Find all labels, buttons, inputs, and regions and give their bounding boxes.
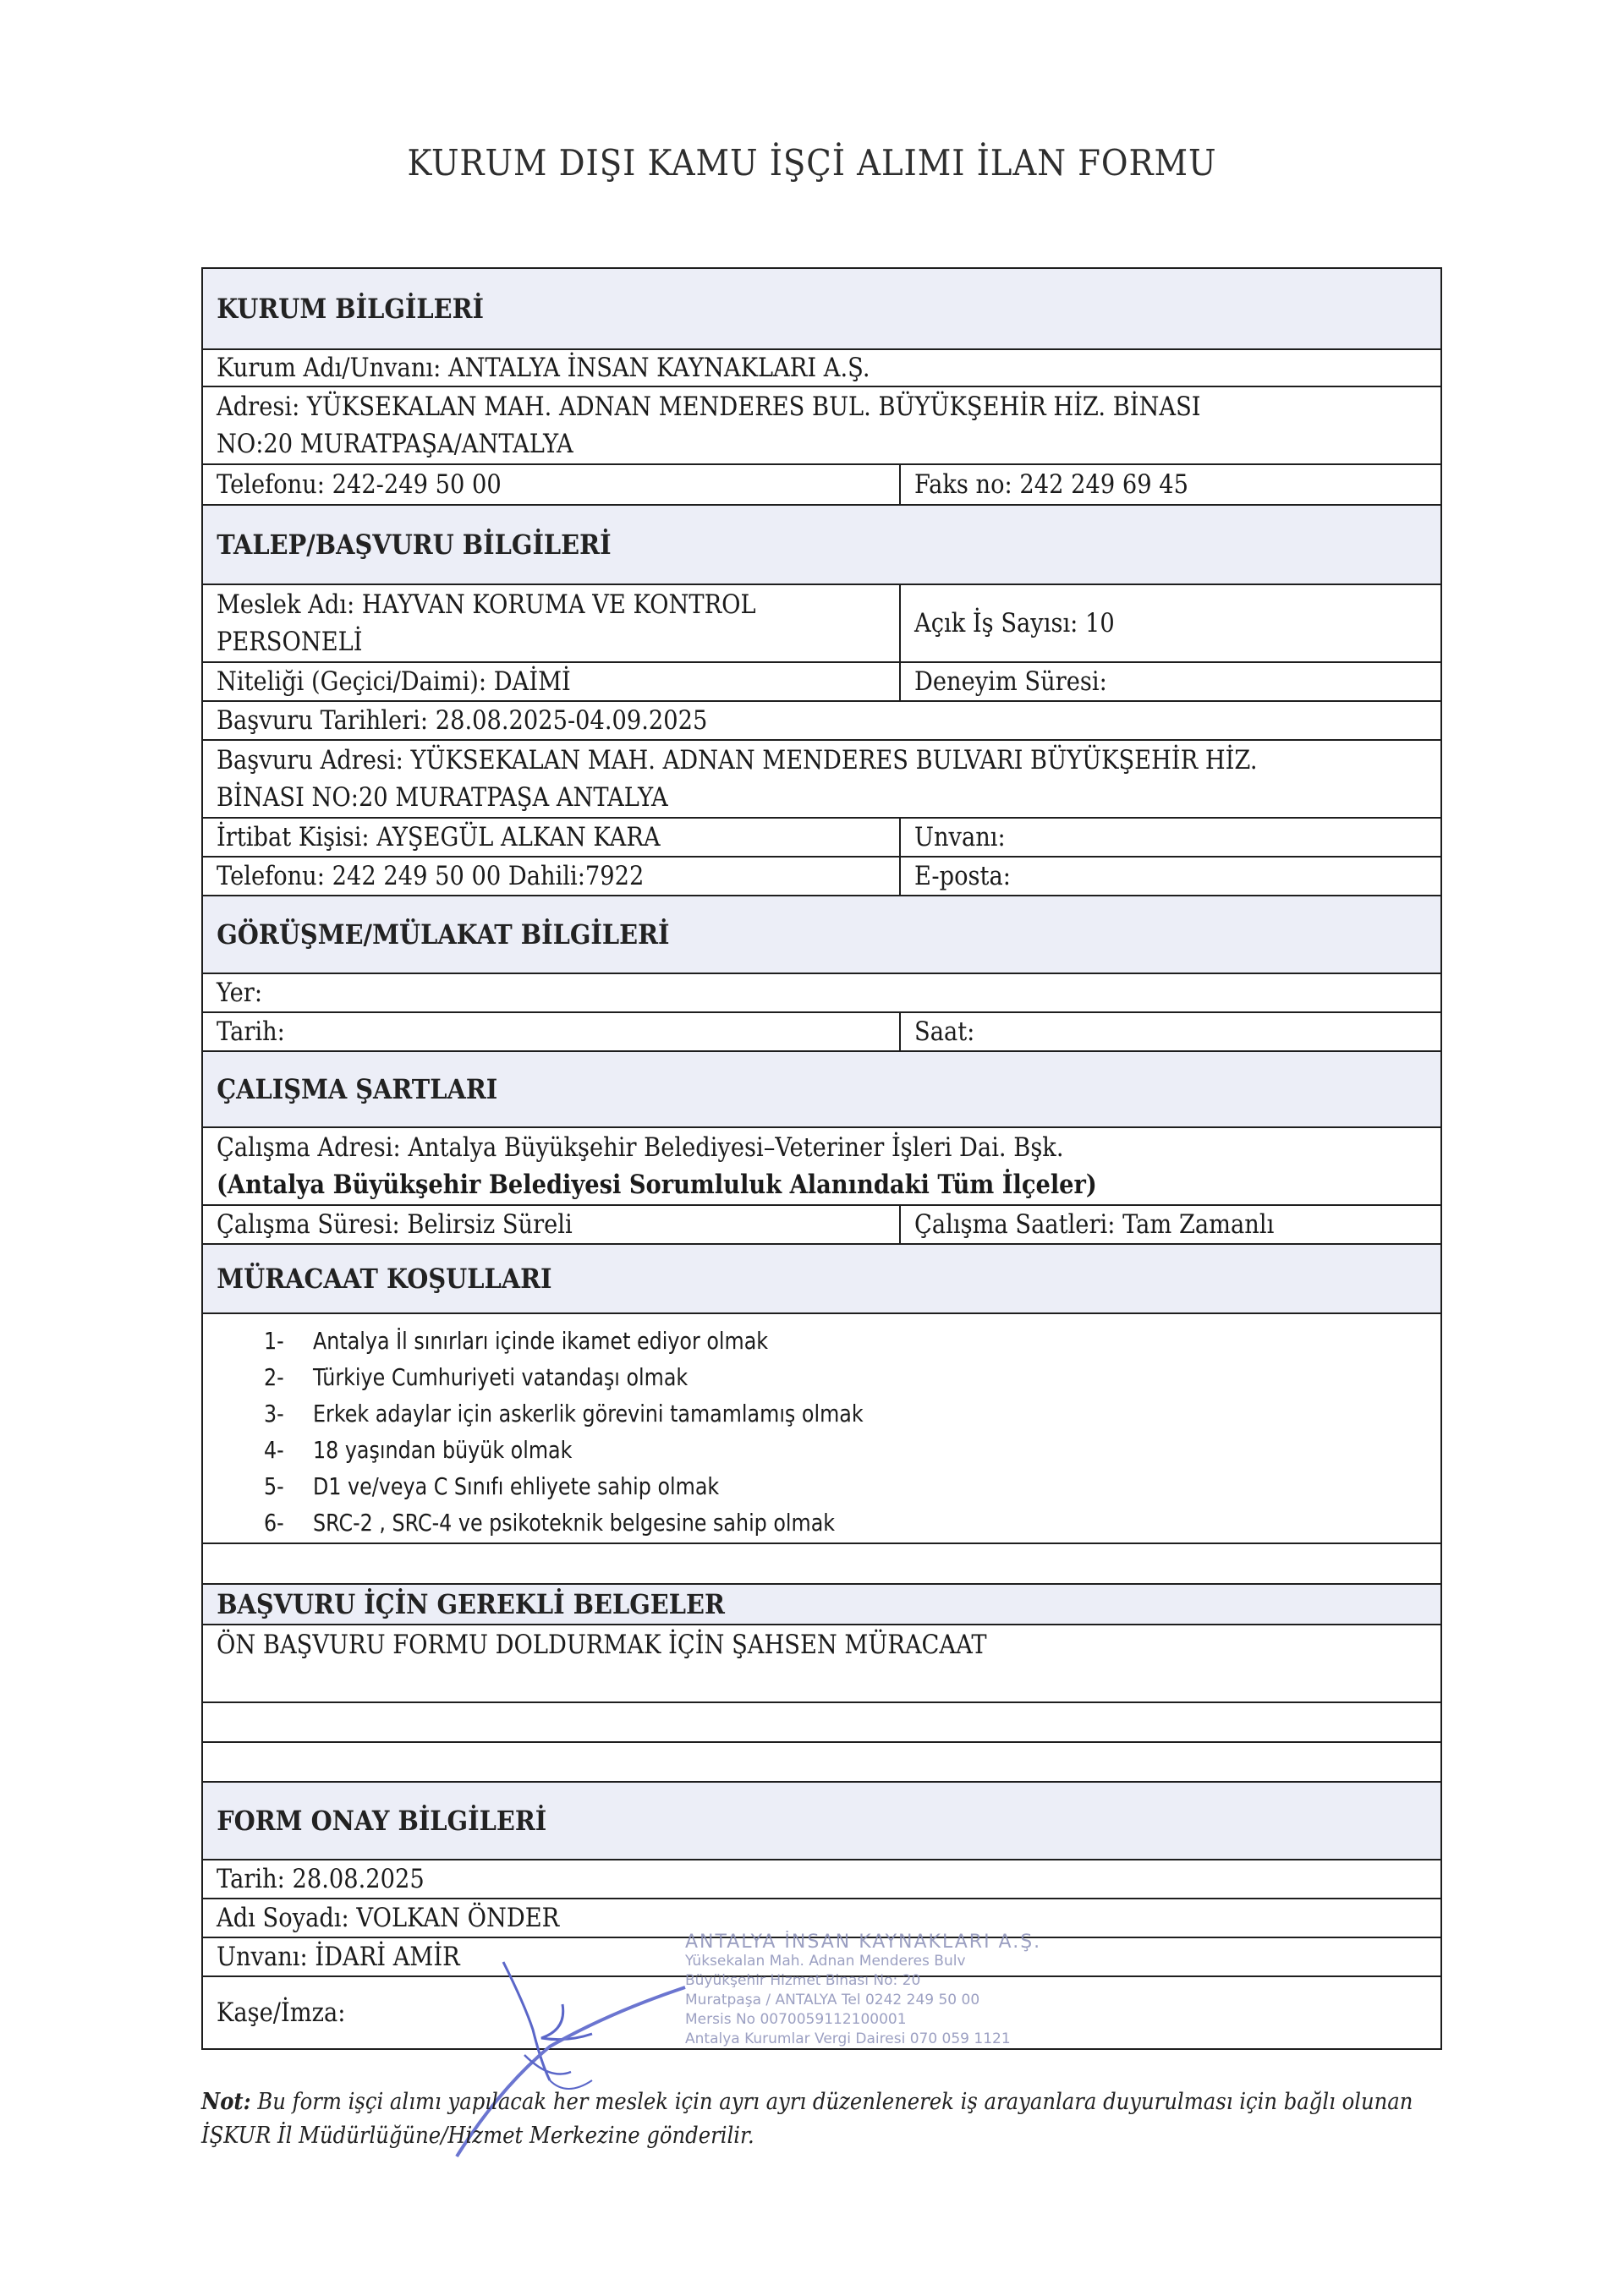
section-header-calisma	[203, 1052, 1440, 1128]
meslek-line1: Meslek Adı: HAYVAN KORUMA VE KONTROL	[217, 589, 756, 620]
deneyim-suresi: Deneyim Süresi:	[914, 666, 1107, 697]
company-stamp: ANTALYA İNSAN KAYNAKLARI A.Ş. Yüksekalan Mah. Adnan Menderes Bulv Büyükşehir Hizmet Binası No: 20 Muratpaşa / ANTALYA Tel 0242 249 50 00 Mersis No 0070059112100001 Antalya Kurumlar Vergi Dairesi 070 059 1121	[685, 1932, 1042, 2047]
kurum-adres-line1: Adresi: YÜKSEKALAN MAH. ADNAN MENDERES BUL. BÜYÜKŞEHİR HİZ. BİNASI	[217, 392, 1201, 422]
row-empty	[203, 1743, 1440, 1783]
row-irtibat	[203, 819, 1440, 858]
section-title: GÖRÜŞME/MÜLAKAT BİLGİLERİ	[217, 918, 670, 951]
onay-tarih: Tarih: 28.08.2025	[217, 1864, 425, 1894]
section-header-gorusme	[203, 896, 1440, 974]
condition-item: 6- SRC-2 , SRC-4 ve psikoteknik belgesine sahip olmak	[264, 1509, 836, 1537]
condition-item: 1- Antalya İl sınırları içinde ikamet ediyor olmak	[264, 1327, 769, 1355]
basvuru-adres-line1: Başvuru Adresi: YÜKSEKALAN MAH. ADNAN MENDERES BULVARI BÜYÜKŞEHİR HİZ.	[217, 745, 1258, 775]
footer-note	[201, 2085, 1453, 2153]
calisma-adres-line1: Çalışma Adresi: Antalya Büyükşehir Belediyesi–Veteriner İşleri Dai. Bşk.	[217, 1132, 1064, 1163]
calisma-adres-line2: (Antalya Büyükşehir Belediyesi Sorumluluk Alanındaki Tüm İlçeler)	[217, 1170, 1097, 1200]
section-title: BAŞVURU İÇİN GEREKLİ BELGELER	[217, 1588, 725, 1620]
row-muracaat-list	[203, 1314, 1440, 1544]
kurum-telefon: Telefonu: 242-249 50 00	[217, 469, 502, 500]
row-yer	[203, 974, 1440, 1013]
irtibat-eposta: E-posta:	[914, 861, 1011, 891]
row-empty	[203, 1703, 1440, 1743]
row-kurum-adi	[203, 350, 1440, 387]
note-label: Not:	[201, 2089, 251, 2115]
section-title: KURUM BİLGİLERİ	[217, 293, 485, 325]
irtibat-telefon: Telefonu: 242 249 50 00 Dahili:7922	[217, 861, 645, 891]
gorusme-yer: Yer:	[217, 978, 263, 1008]
irtibat-unvani: Unvanı:	[914, 822, 1006, 852]
row-basvuru-tarihleri	[203, 702, 1440, 741]
section-title: FORM ONAY BİLGİLERİ	[217, 1805, 547, 1837]
row-calisma-suresi	[203, 1206, 1440, 1245]
section-header-kurum	[203, 269, 1440, 350]
basvuru-tarihleri: Başvuru Tarihleri: 28.08.2025-04.09.2025	[217, 705, 708, 736]
kase-imza-label: Kaşe/İmza:	[217, 1997, 346, 2028]
row-onay-tarih	[203, 1860, 1440, 1899]
condition-item: 4- 18 yaşından büyük olmak	[264, 1436, 573, 1464]
row-belgeler	[203, 1625, 1440, 1703]
calisma-suresi: Çalışma Süresi: Belirsiz Süreli	[217, 1209, 573, 1240]
basvuru-adres-line2: BİNASI NO:20 MURATPAŞA ANTALYA	[217, 782, 668, 813]
row-kurum-telefon	[203, 465, 1440, 506]
irtibat-kisisi: İrtibat Kişisi: AYŞEGÜL ALKAN KARA	[217, 822, 661, 852]
note-text: Bu form işçi alımı yapılacak her meslek için ayrı ayrı düzenlenerek iş arayanlara duyurulması için bağlı olunan İŞKUR İl Müdürlüğüne/Hizmet Merkezine gönderilir.	[201, 2089, 1413, 2149]
section-header-muracaat	[203, 1245, 1440, 1314]
gorusme-saat: Saat:	[914, 1016, 975, 1047]
kurum-adi: Kurum Adı/Unvanı: ANTALYA İNSAN KAYNAKLARI A.Ş.	[217, 353, 870, 383]
job-posting-form	[201, 267, 1442, 2050]
section-header-talep	[203, 506, 1440, 585]
kurum-adres-line2: NO:20 MURATPAŞA/ANTALYA	[217, 429, 573, 459]
row-empty	[203, 1544, 1440, 1585]
section-title: TALEP/BAŞVURU BİLGİLERİ	[217, 529, 612, 561]
conditions-list	[203, 1314, 960, 1543]
condition-item: 2- Türkiye Cumhuriyeti vatandaşı olmak	[264, 1363, 689, 1391]
row-meslek	[203, 585, 1440, 663]
row-niteligi	[203, 663, 1440, 702]
kurum-faks: Faks no: 242 249 69 45	[914, 469, 1188, 500]
onay-adi-soyadi: Adı Soyadı: VOLKAN ÖNDER	[217, 1903, 560, 1933]
acik-is-sayisi: Açık İş Sayısı: 10	[914, 608, 1115, 638]
row-basvuru-adresi	[203, 741, 1440, 819]
page-title: KURUM DIŞI KAMU İŞÇİ ALIMI İLAN FORMU	[407, 142, 1217, 184]
calisma-saatleri: Çalışma Saatleri: Tam Zamanlı	[914, 1209, 1275, 1240]
section-title: ÇALIŞMA ŞARTLARI	[217, 1073, 498, 1105]
row-calisma-adresi	[203, 1128, 1440, 1206]
belgeler-text: ÖN BAŞVURU FORMU DOLDURMAK İÇİN ŞAHSEN MÜRACAAT	[217, 1630, 987, 1660]
row-kurum-adres	[203, 387, 1440, 465]
niteligi: Niteliği (Geçici/Daimi): DAİMİ	[217, 666, 571, 697]
section-title: MÜRACAAT KOŞULLARI	[217, 1263, 552, 1295]
section-header-belgeler	[203, 1585, 1440, 1625]
section-header-onay	[203, 1783, 1440, 1860]
condition-item: 5- D1 ve/veya C Sınıfı ehliyete sahip olmak	[264, 1472, 720, 1500]
meslek-line2: PERSONELİ	[217, 627, 363, 657]
condition-item: 3- Erkek adaylar için askerlik görevini tamamlamış olmak	[264, 1400, 864, 1427]
row-irtibat-telefon	[203, 858, 1440, 896]
row-tarih-saat	[203, 1013, 1440, 1052]
onay-unvani: Unvanı: İDARİ AMİR	[217, 1942, 460, 1972]
gorusme-tarih: Tarih:	[217, 1016, 285, 1047]
